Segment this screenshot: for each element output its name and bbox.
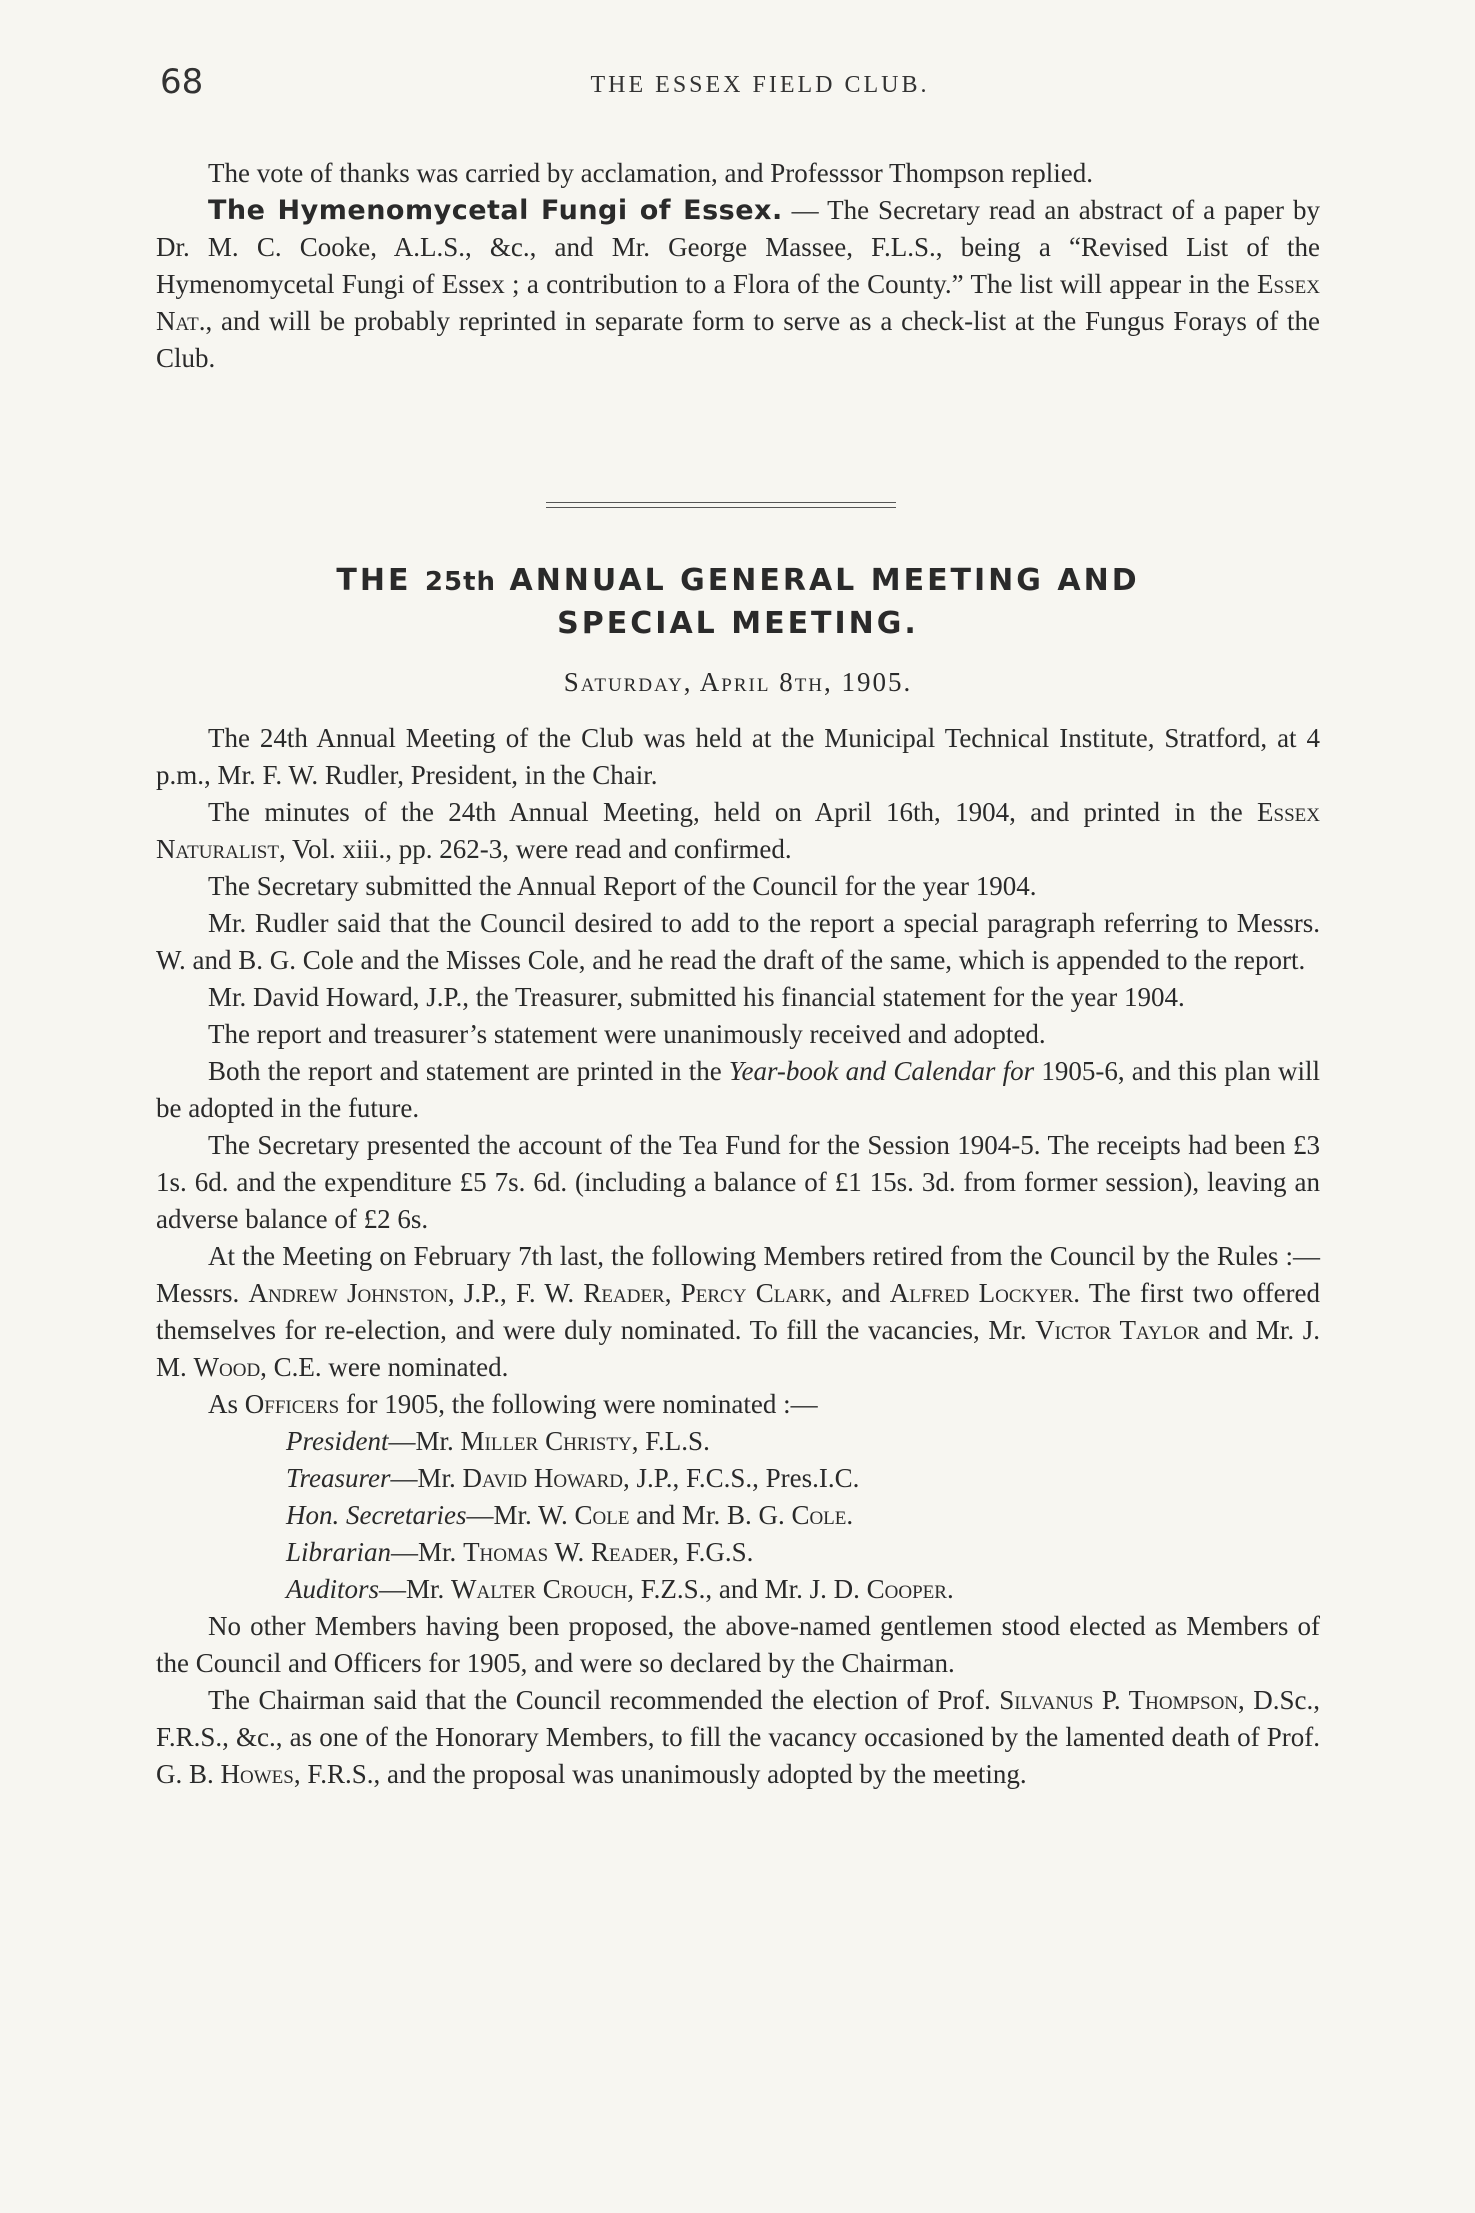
officer-line: Librarian—Mr. Thomas W. Reader, F.G.S. <box>286 1537 754 1567</box>
officer-line: President—Mr. Miller Christy, F.L.S. <box>286 1426 710 1456</box>
running-title: THE ESSEX FIELD CLUB. <box>590 72 930 98</box>
paragraph: At the Meeting on February 7th last, the following Members retired from the Council by the Rules :—Messrs. Andrew Johnston, J.P., F. W. Reader, Percy Clark, and Alfred Lockyer. The first two offered themselves for re-election, and were duly nominated. To fill the vacancies, Mr. Victor Taylor and Mr. J. M. Wood, C.E. were nominated. <box>156 1241 1321 1382</box>
officer-line: Auditors—Mr. Walter Crouch, F.Z.S., and Mr. J. D. Cooper. <box>286 1574 954 1604</box>
intro-block <box>156 155 1320 377</box>
fungi-heading: The Hymenomycetal Fungi of Essex. <box>208 195 783 226</box>
intro-paragraph-2: The Hymenomycetal Fungi of Essex. — The Secretary read an abstract of a paper by Dr. M. C. Cooke, A.L.S., &c., and Mr. George Massee, F.L.S., being a “Revised List of the Hymenomycetal Fungi of Essex ; a contribution to a Flora of the County.” The list will appear in the Essex Nat., and will be probably reprinted in separate form to serve as a check-list at the Fungus Forays of the Club. <box>156 195 1320 373</box>
paragraph: As Officers for 1905, the following were nominated :— <box>208 1389 818 1419</box>
officer-line: Hon. Secretaries—Mr. W. Cole and Mr. B. G. Cole. <box>286 1500 854 1530</box>
paragraph: The Secretary presented the account of the Tea Fund for the Session 1904-5. The receipts had been £3 1s. 6d. and the expenditure £5 7s. 6d. (including a balance of £1 15s. 3d. from former session), leaving an adverse balance of £2 6s. <box>156 1130 1320 1234</box>
intro-paragraph-1: The vote of thanks was carried by acclamation, and Professsor Thompson replied. <box>208 158 1094 188</box>
paragraph: Both the report and statement are printed in the Year-book and Calendar for 1905-6, and this plan will be adopted in the future. <box>156 1056 1320 1123</box>
officers-list <box>156 1423 1320 1608</box>
paragraph: The Secretary submitted the Annual Report of the Council for the year 1904. <box>208 871 1037 901</box>
meeting-date: Saturday, April 8th, 1905. <box>563 667 913 697</box>
page-header <box>160 62 1320 112</box>
paragraph: The report and treasurer’s statement were unanimously received and adopted. <box>208 1019 1046 1049</box>
section-heading: THE 25th ANNUAL GENERAL MEETING AND SPECIAL MEETING. <box>336 563 1140 641</box>
paragraph: No other Members having been proposed, the above-named gentlemen stood elected as Members of the Council and Officers for 1905, and were so declared by the Chairman. <box>156 1611 1320 1678</box>
section-divider <box>546 502 896 508</box>
officer-line: Treasurer—Mr. David Howard, J.P., F.C.S., Pres.I.C. <box>286 1463 860 1493</box>
paragraph: The 24th Annual Meeting of the Club was held at the Municipal Technical Institute, Stratford, at 4 p.m., Mr. F. W. Rudler, President, in the Chair. <box>156 723 1320 790</box>
paragraph: Mr. Rudler said that the Council desired to add to the report a special paragraph referring to Messrs. W. and B. G. Cole and the Misses Cole, and he read the draft of the same, which is appended to the report. <box>156 908 1320 975</box>
paragraph: The Chairman said that the Council recommended the election of Prof. Silvanus P. Thompson, D.Sc., F.R.S., &c., as one of the Honorary Members, to fill the vacancy occasioned by the lamented death of Prof. G. B. Howes, F.R.S., and the proposal was unanimously adopted by the meeting. <box>156 1685 1320 1789</box>
paragraph: The minutes of the 24th Annual Meeting, held on April 16th, 1904, and printed in the Essex Naturalist, Vol. xiii., pp. 262-3, were read and confirmed. <box>156 797 1320 864</box>
minutes-block <box>156 720 1320 1793</box>
paragraph: Mr. David Howard, J.P., the Treasurer, submitted his financial statement for the year 1904. <box>208 982 1185 1012</box>
page-number: 68 <box>160 62 204 102</box>
